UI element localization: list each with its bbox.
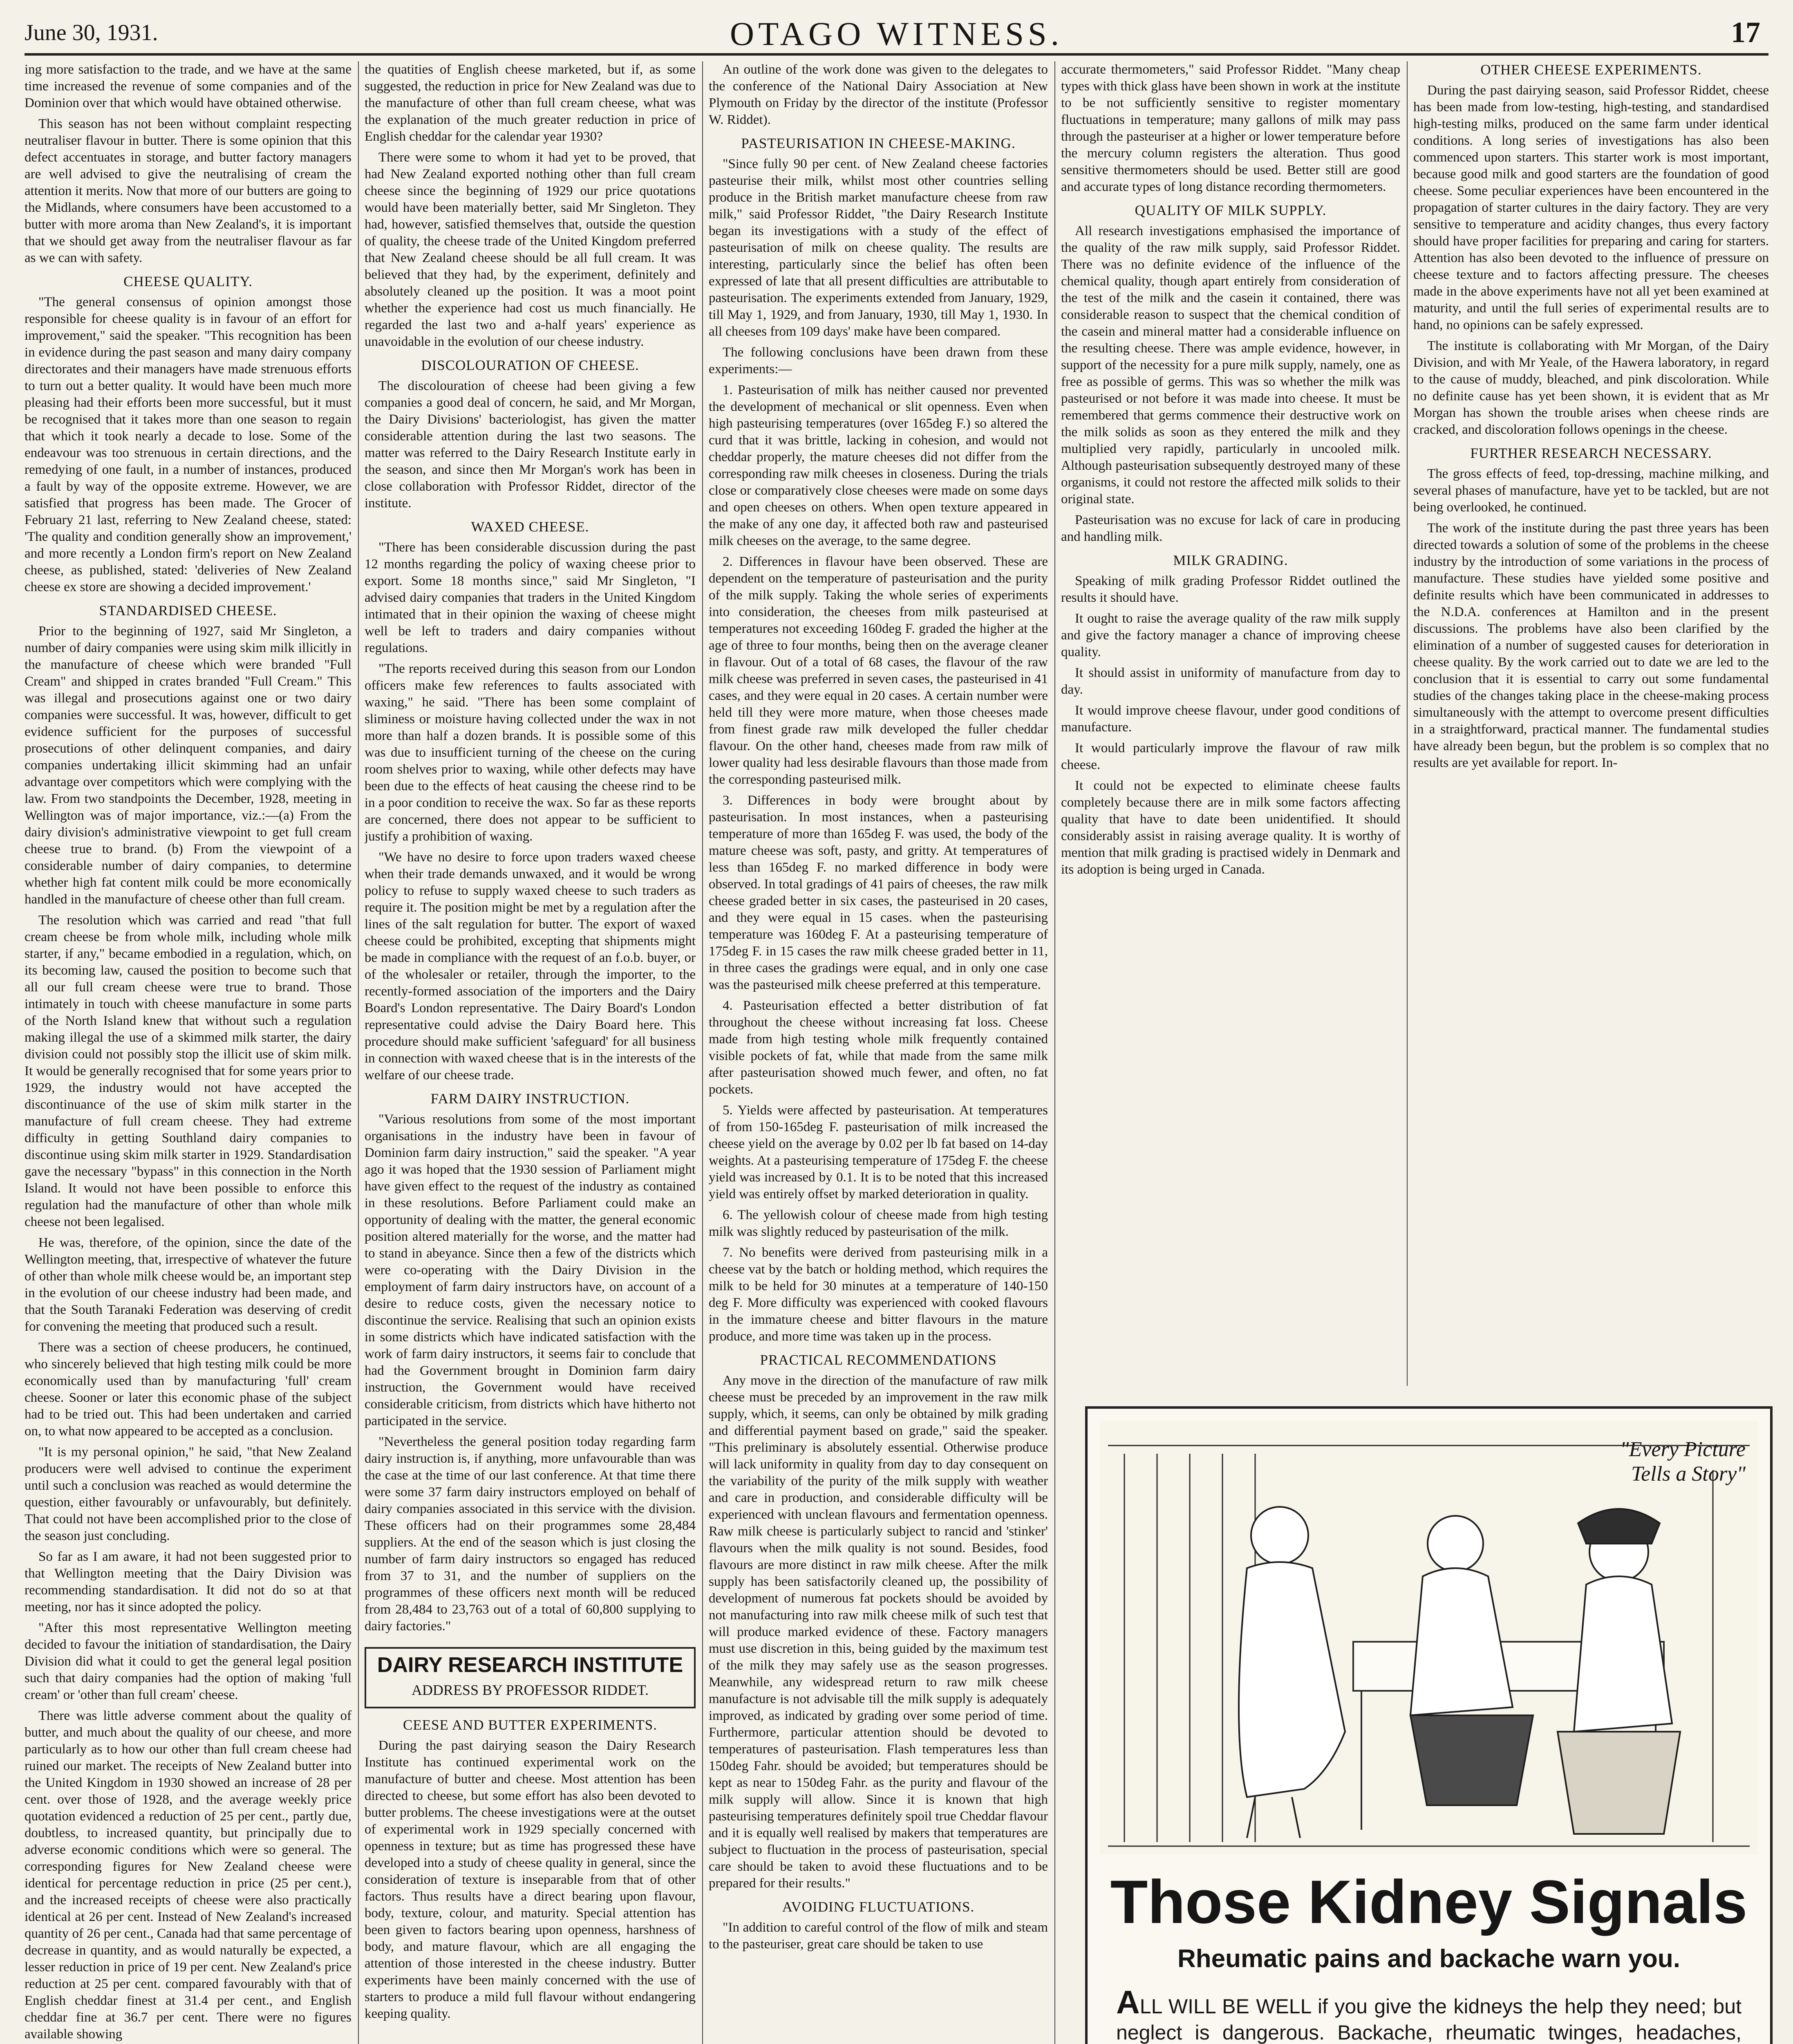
paragraph: 1. Pasteurisation of milk has neither caused nor prevented the development of mechanical or slit openness. Even when high pasteurising temperatures (over 165deg F.) so altered the curd that it was brittle, lacking in cohesion, and would not cheddar properly, the mature cheeses did not differ from the corresponding raw milk cheeses in closeness. During the trials close or comparatively close cheeses were made on some days and open cheeses on others. When open texture appeared in the make of any one day, it affected both raw and pasteurised milk cheeses on the average, to the same degree.	[709, 383, 1048, 548]
paragraph: "Various resolutions from some of the most important organisations in the industry have been in favour of Dominion farm dairy instruction," said the speaker. "A year ago it was hoped that the 1930 session of Parliament might have given effect to the request of the industry as contained in these resolutions. Before Parliament could make an opportunity of dealing with the matter, the general economic position altered materially for the worse, and the matter had to stand in abeyance. Since then a few of the districts which were co-operating with the Dairy Division in the employment of farm dairy instructors have, on account of a desire to reduce costs, given the necessary notice to discontinue the service. Realising that such an opinion exists in some districts which have indicated satisfaction with the work of farm dairy instructors, it seems fair to conclude that had the Government brought in Dominion farm dairy instruction, the Government would have received considerable criticism, from districts which have hitherto not participated in the service.	[365, 1112, 696, 1428]
paragraph: "It is my personal opinion," he said, "that New Zealand producers were well advised to continue the experiment until such a conclusion was reached as would determine the question, either favourably or unfavourably, but definitely. That could not have been accomplished prior to the close of the season just concluding.	[25, 1445, 351, 1543]
paragraph: He was, therefore, of the opinion, since the date of the Wellington meeting, that, irrespective of whatever the future of other than whole milk cheese would be, an important step in the evolution of our cheese industry had been made, and that the South Taranaki Federation was deserving of credit for convening the meeting that produced such a result.	[25, 1235, 351, 1334]
paragraph: This season has not been without complaint respecting neutraliser flavour in butter. There is some opinion that this defect accentuates in storage, and butter factory managers are well advised to give the neutralising of cream the attention it merits. Now that more of our butters are going to the Midlands, where consumers have been accustomed to a butter with more aroma than New Zealand's, it is important that we should get away from the neutraliser flavour as far as we can with safety.	[25, 117, 351, 265]
paragraph: "Nevertheless the general position today regarding farm dairy instruction is, if anything, more unfavourable than was the case at the time of our last conference. At that time there were some 37 farm dairy instructors employed on behalf of dairy companies associated in this service with the division. These officers had on their programmes some 28,484 suppliers. At the end of the season which is just closing the number of farm dairy instructors so engaged has reduced from 37 to 31, and the number of suppliers on the programmes of these officers next month will be reduced from 28,484 to 23,763 out of a total of 60,800 supplying to dairy factories."	[365, 1434, 696, 1634]
paragraph: "We have no desire to force upon traders waxed cheese when their trade demands unwaxed, and it would be wrong policy to refuse to supply waxed cheese to such traders as require it. The position might be met by a regulation after the lines of the salt regulation for butter. The export of waxed cheese could be prohibited, excepting that shipments might be made in compliance with the request of an f.o.b. buyer, or of the wholesaler or retailer, through the importer, to the recently-formed association of the importers and the Dairy Board's London representative. The Dairy Board's London representative could advise the Dairy Board here. This procedure should make sufficient 'safeguard' for all business in connection with waxed cheese that is in the interests of the welfare of our cheese trade.	[365, 850, 696, 1083]
paragraph: There was little adverse comment about the quality of butter, and much about the quality of our cheese, and more particularly as to how our other than full cream cheese had ruined our market. The receipts of New Zealand butter into the United Kingdom in 1930 showed an increase of 28 per cent. over those of 1928, and the average weekly price quotation evidenced a reduction of 25 per cent., partly due, doubtless, to increased quantity, but principally due to adverse economic conditions which were so general. The corresponding figures for New Zealand cheese were identical for percentage reduction in price (25 per cent.), and the increased receipts of cheese were also practically identical at 26 per cent. Instead of New Zealand's increased quantity of 26 per cent., Canada had that same percentage of decrease in quantity, and as would naturally be expected, a lesser reduction in price of 19 per cent. New Zealand's price reduction at 25 per cent. compared favourably with that of English cheddar finest at 31.4 per cent., and English cheddar fine at 36.7 per cent. There were no figures available showing	[25, 1708, 351, 2042]
section-heading: MILK GRADING.	[1173, 552, 1288, 568]
tagline-line: Tells a Story"	[1631, 1462, 1746, 1486]
paragraph: Prior to the beginning of 1927, said Mr Singleton, a number of dairy companies were using skim milk illicitly in the manufacture of cheese which were branded "Full Cream" and shipped in crates branded "Full Cream." This was illegal and prosecutions against one or two dairy companies were successful. It was, however, difficult to get evidence sufficient for the purposes of successful prosecutions of other delinquent companies, and dairy companies undertaking illicit skimming had an unfair advantage over competitors which were complying with the law. From two standpoints the December, 1928, meeting in Wellington was of major importance, viz.:—(a) From the dairy division's administrative viewpoint to get full cream cheese true to brand. (b) From the viewpoint of a considerable number of dairy companies, to determine whether high fat content milk could be more economically handled in the manufacture of cheese other than full cream.	[25, 624, 351, 907]
section-heading: STANDARDISED CHEESE.	[99, 603, 277, 619]
paragraph: 6. The yellowish colour of cheese made from high testing milk was slightly reduced by pasteurisation of the milk.	[709, 1208, 1048, 1239]
paragraph: An outline of the work done was given to the delegates to the conference of the National Dairy Association at New Plymouth on Friday by the director of the institute (Professor W. Riddet).	[709, 62, 1048, 127]
paragraph: All research investigations emphasised the importance of the quality of the raw milk supply, said Professor Riddet. There was no definite evidence of the influence of the chemical quality, though apart entirely from consideration of the test of the milk and the casein it contained, there was considerable reason to suspect that the chemical condition of the casein and mineral matter had a considerable influence on the resulting cheese. There was ample evidence, however, in support of the necessity for a pure milk supply, namely, one as free as possible of germs. This was so whether the milk was pasteurised or not before it was made into cheese. It must be remembered that germs commence their destructive work on the milk solids as soon as they entered the milk and they multiplied very rapidly, particularly in uncooled milk. Although pasteurisation subsequently destroyed many of these organisms, it could not restore the affected milk solids to their original state.	[1061, 224, 1400, 507]
section-heading: CEESE AND BUTTER EXPERIMENTS.	[403, 1717, 658, 1733]
paragraph: the quatities of English cheese marketed, but if, as some suggested, the reduction in price for New Zealand was due to the manufacture of other than full cream cheese, what was the explanation of the much greater reduction in price of English cheddar for the calendar year 1930?	[365, 62, 696, 144]
tagline-line: "Every Picture	[1620, 1438, 1746, 1461]
drop-cap: A	[1116, 1984, 1140, 2020]
paragraph: The work of the institute during the past three years has been directed towards a solution of some of the problems in the cheese industry by the introduction of some variations in the process of manufacture. These studies have yielded some positive and definite results which have been communicated in addresses to the N.D.A. conferences at Hamilton and in the present discussions. The problems have also been clarified by the elimination of a number of suggested causes for deterioration in cheese quality. By the work carried out to date we are led to the conclusion that it is essential to carry out some fundamental studies of the changes taking place in the cheese-making process simultaneously with the attempt to overcome present difficulties in a straightforward, practical manner. The fundamental studies have already been begun, but the problem is so complex that no results are yet available for report. In-	[1413, 521, 1769, 770]
column-divider	[1054, 61, 1055, 2044]
paragraph: There were some to whom it had yet to be proved, that had New Zealand exported nothing other than full cream cheese since the beginning of 1929 our price quotations would have been materially better, said Mr Singleton. They had, however, satisfied themselves that, outside the question of quality, the cheese trade of the United Kingdom preferred that New Zealand cheese should be all full cream. It was believed that they had, by the experiment, definitely and absolutely cleaned up the position. It was a moot point whether the experience had cost us much financially. He regarded the last two and a-half years' experience as unavoidable in the evolution of our cheese industry.	[365, 150, 696, 349]
paragraph: Speaking of milk grading Professor Riddet outlined the results it should have.	[1061, 574, 1400, 605]
masthead	[25, 12, 1768, 56]
newspaper-title: OTAGO WITNESS.	[730, 15, 1063, 52]
paragraph: 4. Pasteurisation effected a better distribution of fat throughout the cheese without increasing fat loss. Cheese made from high testing whole milk frequently contained visible pockets of fat, while that made from the same milk after pasteurisation showed much fewer, and often, no fat pockets.	[709, 998, 1048, 1097]
paragraph: "In addition to careful control of the flow of milk and steam to the pasteuriser, great care should be taken to use	[709, 1920, 1048, 1952]
paragraph: The following conclusions have been drawn from these experiments:—	[709, 345, 1048, 377]
ad-body: LL WILL BE WELL if you give the kidneys the help they need; but neglect is dangerous. Backache, rheumatic twinges, headaches,	[1116, 1995, 1742, 2044]
paragraph: "Since fully 90 per cent. of New Zealand cheese factories pasteurise their milk, whilst most other countries selling produce in the British market manufacture cheese from raw milk," said Professor Riddet, "the Dairy Research Institute began its investigations with a study of the effect of pasteurisation of milk on cheese quality. The results are interesting, particularly since the belief has often been expressed of late that all present difficulties are attributable to pasteurisation. The experiments extended from January, 1929, till May 1, 1929, and from January, 1930, till May 1, 1930. In all cheeses from 109 days' make have been compared.	[709, 157, 1048, 339]
paragraph: 7. No benefits were derived from pasteurising milk in a cheese vat by the batch or holding method, which requires the milk to be held for 30 minutes at a temperature of 140-150 deg F. More difficulty was experienced with cooked flavours in the immature cheese and bitter flavours in the mature produce, and more time was taken up in the process.	[709, 1245, 1048, 1344]
paragraph: ing more satisfaction to the trade, and we have at the same time increased the revenue of some companies and of the Dominion over that which would have obtained otherwise.	[25, 62, 351, 110]
page-number: 17	[1731, 16, 1760, 49]
paragraph: 3. Differences in body were brought about by pasteurisation. In most instances, when a pasteurising temperature of more than 165deg F. was used, the body of the mature cheese was soft, pasty, and gritty. At temperatures of less than 165deg F. no marked difference in body were observed. In total gradings of 41 pairs of cheeses, the raw milk cheese graded better in six cases, the pasteurised in 20 cases, and they were equal in 15 cases. when the pasteurising temperature was 160deg F. At a pasteurising temperature of 175deg F. in 15 cases the raw milk cheese graded better in 11, in three cases the gradings were equal, and in only one case was the pasteurised milk cheese preferred at this temperature.	[709, 793, 1048, 992]
section-heading: DISCOLOURATION OF CHEESE.	[421, 357, 639, 373]
ad-subheadline: Rheumatic pains and backache warn you.	[1177, 1945, 1681, 1973]
paragraph: 5. Yields were affected by pasteurisation. At temperatures of from 150-165deg F. pasteurisation of milk increased the cheese yield on the average by 0.02 per lb fat based on 14-day weights. At a pasteurising temperature of 175deg F. the cheese yield was increased by 0.1. It is to be noted that this increased yield was entirely offset by marked deterioration in quality.	[709, 1103, 1048, 1201]
doans-advertisement	[1085, 1406, 1773, 2044]
section-heading: OTHER CHEESE EXPERIMENTS.	[1480, 62, 1702, 78]
paragraph: It could not be expected to eliminate cheese faults completely because there are in milk some factors affecting quality that have to date been unidentified. It should considerably assist in raising average quality. It is worthy of mention that milk grading is practised widely in Denmark and its adoption is being urged in Canada.	[1061, 778, 1400, 877]
paragraph: The discolouration of cheese had been giving a few companies a good deal of concern, he said, and Mr Morgan, the Dairy Divisions' bacteriologist, has given the matter considerable attention during the last two seasons. The matter was referred to the Dairy Research Institute early in the season, and since then Mr Morgan's work has been in close collaboration with Professor Riddet, director of the institute.	[365, 379, 696, 511]
section-heading: PASTEURISATION IN CHEESE-MAKING.	[741, 135, 1016, 151]
column-3	[709, 61, 1048, 2044]
paragraph: The gross effects of feed, top-dressing, machine milking, and several phases of manufacture, have yet to be tackled, but are not being overlooked, he continued.	[1413, 466, 1769, 515]
column-divider	[1407, 61, 1408, 1386]
paragraph: accurate thermometers," said Professor Riddet. "Many cheap types with thick glass have been shown in work at the institute to be not sufficiently sensitive to register momentary fluctuations in temperature; many gallons of milk may pass through the pasteuriser at a higher or lower temperature before the mercury column registers the alteration. Thus good sensitive thermometers should be used. Better still are good and accurate types of long distance recording thermometers.	[1061, 62, 1400, 194]
column-2	[365, 61, 696, 2044]
paragraph: Any move in the direction of the manufacture of raw milk cheese must be preceded by an improvement in the raw milk supply, which, it seems, can only be obtained by milk grading and differential payment based on grade," said the speaker. "This preliminary is absolutely essential. Otherwise produce will lack uniformity in quality from day to day consequent on the variability of the purity of the milk supply with weather and care in production, and considerable difficulty will be experienced with unclean flavours and fermentation openness. Raw milk cheese is particularly subject to rancid and 'stinker' flavours when the milk quality is not sound. Besides, food flavours are more distinct in raw milk cheese. After the milk supply has been satisfactorily cleaned up, the possibility of development of numerous fat pockets should be avoided by not manufacturing into raw milk cheese milk of such test that will produce marked evidence of these. Factory managers must use discretion in this, being guided by the maximum test of the milk they may safely use as the season progresses. Meanwhile, any widespread return to raw milk cheese manufacture is not advisable till the milk supply is adequately improved, as indicated by grading over some period of time. Furthermore, particular attention should be devoted to temperatures of pasteurisation. Flash temperatures less than 150deg Fahr. should be avoided; but temperatures should be kept as near to 150deg Fahr. as the purity and flavour of the milk supply will allow. Since it is known that high pasteurising temperatures definitely spoil true Cheddar flavour and it is equally well realised by makers that temperatures are subject to fluctuation in the process of pasteurisation, special care should be taken to avoid these fluctuations and to be prepared for their results."	[709, 1373, 1048, 1891]
paragraph: "The general consensus of opinion amongst those responsible for cheese quality is in favour of an effort for improvement," said the speaker. "This recognition has been in evidence during the past season and many dairy company directorates and their managers have made strenuous efforts to turn out a better quality. It would have been much more pleasing had their efforts been more successful, but it must be recognised that it takes more than one season to regain that which it took nearly a decade to lose. Some of the endeavour was too strenuous in certain directions, and the remedying of one fault, in a number of instances, produced a fault by way of the opposite extreme. However, we are satisfied that progress has been made. The Grocer of February 21 last, referring to New Zealand cheese, stated: 'The quality and condition generally show an improvement,' and more recently a London firm's report on New Zealand cheese, as published, stated: 'deliveries of New Zealand cheese ex store are showing a decided improvement.'	[25, 295, 351, 594]
paragraph: There was a section of cheese producers, he continued, who sincerely believed that high testing milk could be more economically used than by manufacturing 'full' cream cheese. Sooner or later this economic phase of the subject had to be tried out. This had been undertaken and carried on, to what now appeared to be accepted as a conclusion.	[25, 1340, 351, 1439]
column-1	[25, 61, 351, 2044]
section-heading: PRACTICAL RECOMMENDATIONS	[760, 1352, 997, 1368]
paragraph: It ought to raise the average quality of the raw milk supply and give the factory manager a chance of improving cheese quality.	[1061, 611, 1400, 659]
ad-tagline	[1620, 1437, 1746, 1486]
section-heading: QUALITY OF MILK SUPPLY.	[1135, 202, 1327, 218]
paragraph: So far as I am aware, it had not been suggested prior to that Wellington meeting that the Dairy Division was recommending standardisation. It did not do so at that meeting, nor has it since adopted the policy.	[25, 1549, 351, 1614]
section-heading: AVOIDING FLUCTUATIONS.	[782, 1899, 975, 1915]
paragraph: It would particularly improve the flavour of raw milk cheese.	[1061, 741, 1400, 772]
article-title-box	[365, 1647, 696, 1708]
issue-date: June 30, 1931.	[25, 20, 158, 45]
paragraph: "After this most representative Wellington meeting decided to favour the initiation of standardisation, the Dairy Division did what it could to get the general legal position such that dairy companies had the option of making 'full cream' or 'other than full cream' cheese.	[25, 1620, 351, 1702]
section-heading: FARM DAIRY INSTRUCTION.	[430, 1091, 630, 1107]
paragraph: It would improve cheese flavour, under good conditions of manufacture.	[1061, 703, 1400, 735]
column-5	[1413, 61, 1769, 1386]
paragraph: During the past dairying season the Dairy Research Institute has continued experimental work on the manufacture of butter and cheese. Most attention has been directed to cheese, but some effort has also been devoted to butter problems. The cheese investigations were at the outset of experimental work in 1929 specially concerned with openness in texture; but as time has progressed these have developed into a study of cheese quality in general, since the consideration of texture is inseparable from that of other factors. Thus results have a direct bearing upon flavour, body, texture, colour, and maturity. Special attention has been given to factors bearing upon openness, harshness of body, and mature flavour, which are all engaging the attention of those interested in the cheese industry. Butter experiments have been mainly concerned with the use of starters to produce a mild full flavour without endangering keeping quality.	[365, 1738, 696, 2021]
paragraph: "There has been considerable discussion during the past 12 months regarding the policy of waxing cheese prior to export. Some 18 months since," said Mr Singleton, "I advised dairy companies that traders in the United Kingdom intimated that in their opinion the waxing of cheese might well be left to traders and dairy companies without regulations.	[365, 540, 696, 655]
ad-headline: Those Kidney Signals	[1110, 1867, 1748, 1936]
column-divider	[358, 61, 359, 2044]
section-heading: WAXED CHEESE.	[471, 519, 589, 535]
paragraph: The resolution which was carried and read "that full cream cheese be from whole milk, including whole milk starter, if any," became embodied in a regulation, which, on its becoming law, caused the position to become such that all our full cream cheese were true to brand. Those intimately in touch with cheese manufacture in some parts of the North Island knew that without such a regulation making illegal the use of a skimmed milk starter, the dairy division could not possibly stop the illicit use of skim milk. It would be generally recognised that for some years prior to 1929, the industry would not have accepted the discontinuance of the use of skim milk starter in the manufacture of full cream cheese. They had extreme difficulty in getting Southland dairy companies to discontinue using skim milk starter in 1929. Standardisation gave the necessary "bypass" in this connection in the North Island. It would not have been possible to enforce this regulation had the manufacture of other than whole milk cheese not been legalised.	[25, 913, 351, 1229]
paragraph: It should assist in uniformity of manufacture from day to day.	[1061, 666, 1400, 697]
paragraph: 2. Differences in flavour have been observed. These are dependent on the temperature of pasteurisation and the purity of the milk supply. Taking the whole series of experiments into consideration, the cheeses from milk pasteurised at temperatures not exceeding 160deg F. graded the higher at the age of three to four months, being then on the average cleaner in flavour. Out of a total of 68 cases, the flavour of the raw milk cheese was preferred in seven cases, the pasteurised in 41 cases, and they were equal in 20 cases. A certain number were held till they were more mature, when those cheeses made from finest grade raw milk developed the fuller cheddar flavour. On the other hand, cheeses made from raw milk of lower quality had less desirable flavours than those made from the corresponding pasteurised milk.	[709, 554, 1048, 787]
section-heading: CHEESE QUALITY.	[123, 273, 253, 289]
paragraph: The institute is collaborating with Mr Morgan, of the Dairy Division, and with Mr Yeale, of the Hawera laboratory, in regard to the cause of muddy, bleached, and pink discoloration. While no definite cause has yet been shown, it is evident that as Mr Morgan has shown the trouble arises when cheese rinds are cracked, and discoloration follows openings in the cheese.	[1413, 338, 1769, 437]
paragraph: During the past dairying season, said Professor Riddet, cheese has been made from low-testing, high-testing, and standardised high-testing milks, produced on the same farm under identical conditions. A long series of investigations has also been commenced upon starters. This starter work is most important, because good milk and good starters are the foundation of good cheese. Some peculiar experiences have been encountered in the propagation of starter cultures in the dairy factory. They are very sensitive to temperature and acidity changes, thus every factory should have proper facilities for preparing and caring for starters. Attention has also been devoted to the influence of pressure on cheese texture and to factors affecting pressure. The cheeses made in the above experiments have not all yet been examined at maturity, and until the full series of experimental results are to hand, no opinions can be safely expressed.	[1413, 83, 1769, 332]
article-subtitle: ADDRESS BY PROFESSOR RIDDET.	[411, 1682, 649, 1698]
paragraph: "The reports received during this season from our London officers make few references to faults associated with waxing," he said. "There has been some complaint of sliminess or moisture having collected under the wax in not more than half a dozen brands. It is possible some of this was due to insufficient turning of the cheese on the curing room shelves prior to waxing, while other defects may have been due to the effects of heat causing the cheese rind to be in a poor condition to receive the wax. So far as these reports are concerned, there does not appear to be sufficient to justify a prohibition of waxing.	[365, 661, 696, 844]
section-heading: FURTHER RESEARCH NECESSARY.	[1470, 445, 1712, 461]
article-title: DAIRY RESEARCH INSTITUTE	[377, 1653, 683, 1677]
paragraph: Pasteurisation was no excuse for lack of care in producing and handling milk.	[1061, 513, 1400, 544]
ad-body-text	[1116, 1984, 1742, 2044]
column-divider	[702, 61, 703, 2044]
column-4	[1061, 61, 1400, 1386]
